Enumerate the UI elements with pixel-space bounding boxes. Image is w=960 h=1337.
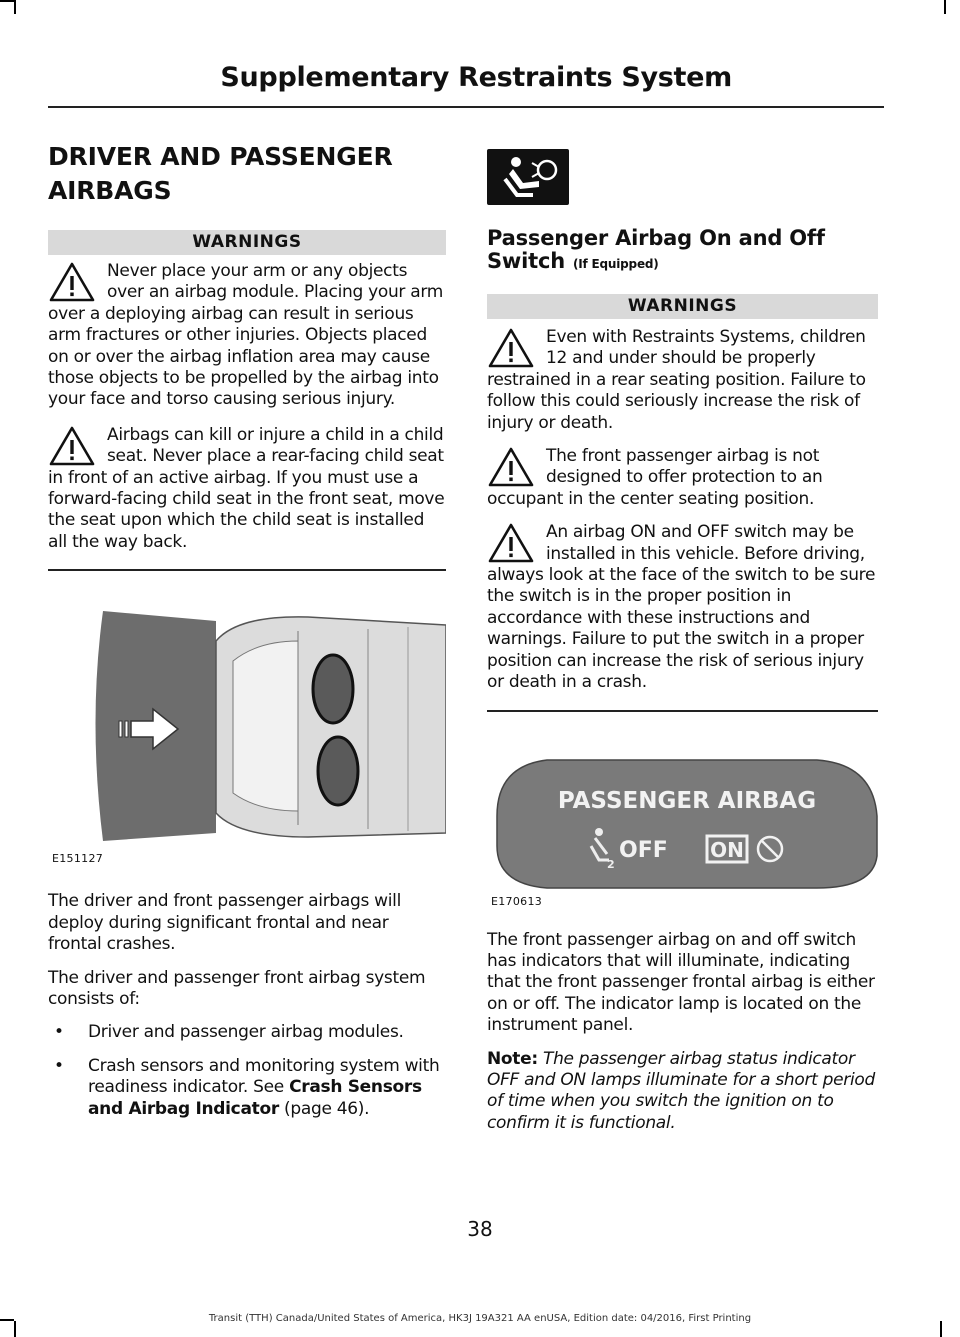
panel-on-label: ON (710, 837, 744, 862)
cross-reference-link[interactable]: Crash Sensors and Airbag Indicator (88, 1077, 422, 1119)
warning-text: The front passenger airbag is not designed to offer protection to an occupant in the center seating position. (487, 446, 823, 509)
airbag-deployment-figure (48, 601, 446, 866)
warning-triangle-icon (487, 446, 535, 488)
bullet-dot: • (54, 1022, 64, 1043)
note-text: The passenger airbag status indicator OFF and ON lamps illuminate for a short period of time when you switch the ignition on to confirm it is functional. (487, 1048, 875, 1133)
bullet-dot: • (54, 1055, 64, 1076)
passenger-airbag-icon (487, 149, 569, 205)
figure-label: E151127 (52, 852, 104, 866)
list-item-text: (page 46). (278, 1098, 370, 1119)
panel-title: PASSENGER AIRBAG (557, 787, 817, 814)
paragraph: The front passenger airbag on and off switch has indicators that will illuminate, indicating that the front passenger frontal airbag is either on or off. The indicator lamp is located on the instrument panel. (487, 929, 875, 1036)
equipped-label: (If Equipped) (572, 257, 659, 271)
warning-item (487, 327, 878, 434)
warning-triangle-icon (48, 425, 96, 467)
page-footer: Transit (TTH) Canada/United States of America, HK3J 19A321 AA enUSA, Edition date: 04/2016, First Printing (208, 1313, 752, 1324)
warning-text: An airbag ON and OFF switch may be installed in this vehicle. Before driving, always look at the face of the switch to be sure the switch is in the proper position in accordance with these instructions and warnings. Failure to put the switch in a proper position can increase the risk of serious injury or death in a crash. (487, 522, 876, 693)
warning-triangle-icon (48, 261, 96, 303)
page-header-title: Supplementary Restraints System (220, 62, 732, 93)
warning-text: Never place your arm or any objects over an airbag module. Placing your arm over a deploying airbag can result in serious arm fractures or other injuries. Objects placed on or over the airbag inflation area may cause those objects to be propelled by the airbag into your face and torso causing serious injury. (48, 261, 443, 410)
passenger-airbag-status-panel (487, 746, 878, 906)
warning-triangle-icon (487, 327, 535, 369)
figure-label: E170613 (491, 894, 543, 908)
section-rule (48, 569, 446, 571)
passenger-airbag-panel-figure (487, 746, 878, 906)
crop-mark (0, 0, 14, 2)
left-column (48, 140, 446, 1120)
subsection-title (487, 227, 878, 276)
list-item (48, 1022, 446, 1043)
panel-seat-number: 2 (607, 857, 615, 871)
section-rule (487, 710, 878, 712)
warning-item (48, 425, 446, 553)
warnings-bar: WARNINGS (487, 294, 878, 319)
header-rule (48, 106, 884, 108)
crop-mark (944, 0, 946, 14)
vehicle-airbag-illustration (48, 601, 446, 866)
list-item (48, 1056, 446, 1120)
note-label: Note: (487, 1048, 538, 1069)
paragraph: The driver and passenger front airbag system consists of: (48, 967, 426, 1009)
warning-item (487, 522, 878, 693)
note-paragraph (487, 1049, 878, 1135)
panel-off-label: OFF (619, 837, 668, 863)
right-column (487, 140, 878, 1134)
list-item-text: Driver and passenger airbag modules. (88, 1022, 404, 1043)
warnings-bar: WARNINGS (48, 230, 446, 255)
warning-text: Even with Restraints Systems, children 12 and under should be properly restrained in a rear seating position. Failure to follow this could seriously increase the risk of injury or death. (487, 327, 866, 433)
list-item-text: Crash sensors and monitoring system with readiness indicator. See (88, 1055, 440, 1098)
warning-item (487, 446, 878, 510)
crop-mark (14, 0, 16, 14)
warning-item (48, 261, 446, 411)
paragraph: The driver and front passenger airbags will deploy during significant frontal and near frontal crashes. (48, 891, 402, 955)
subsection-title-text: Passenger Airbag On and Off Switch (487, 226, 825, 273)
page-number: 38 (467, 1217, 493, 1241)
warning-text: Airbags can kill or injure a child in a child seat. Never place a rear-facing child seat in front of an active airbag. If you must use a forward-facing child seat in the front seat, move the seat upon which the child seat is installed all the way back. (48, 424, 445, 552)
warning-triangle-icon (487, 522, 535, 564)
section-title: DRIVER AND PASSENGER AIRBAGS (48, 142, 393, 205)
